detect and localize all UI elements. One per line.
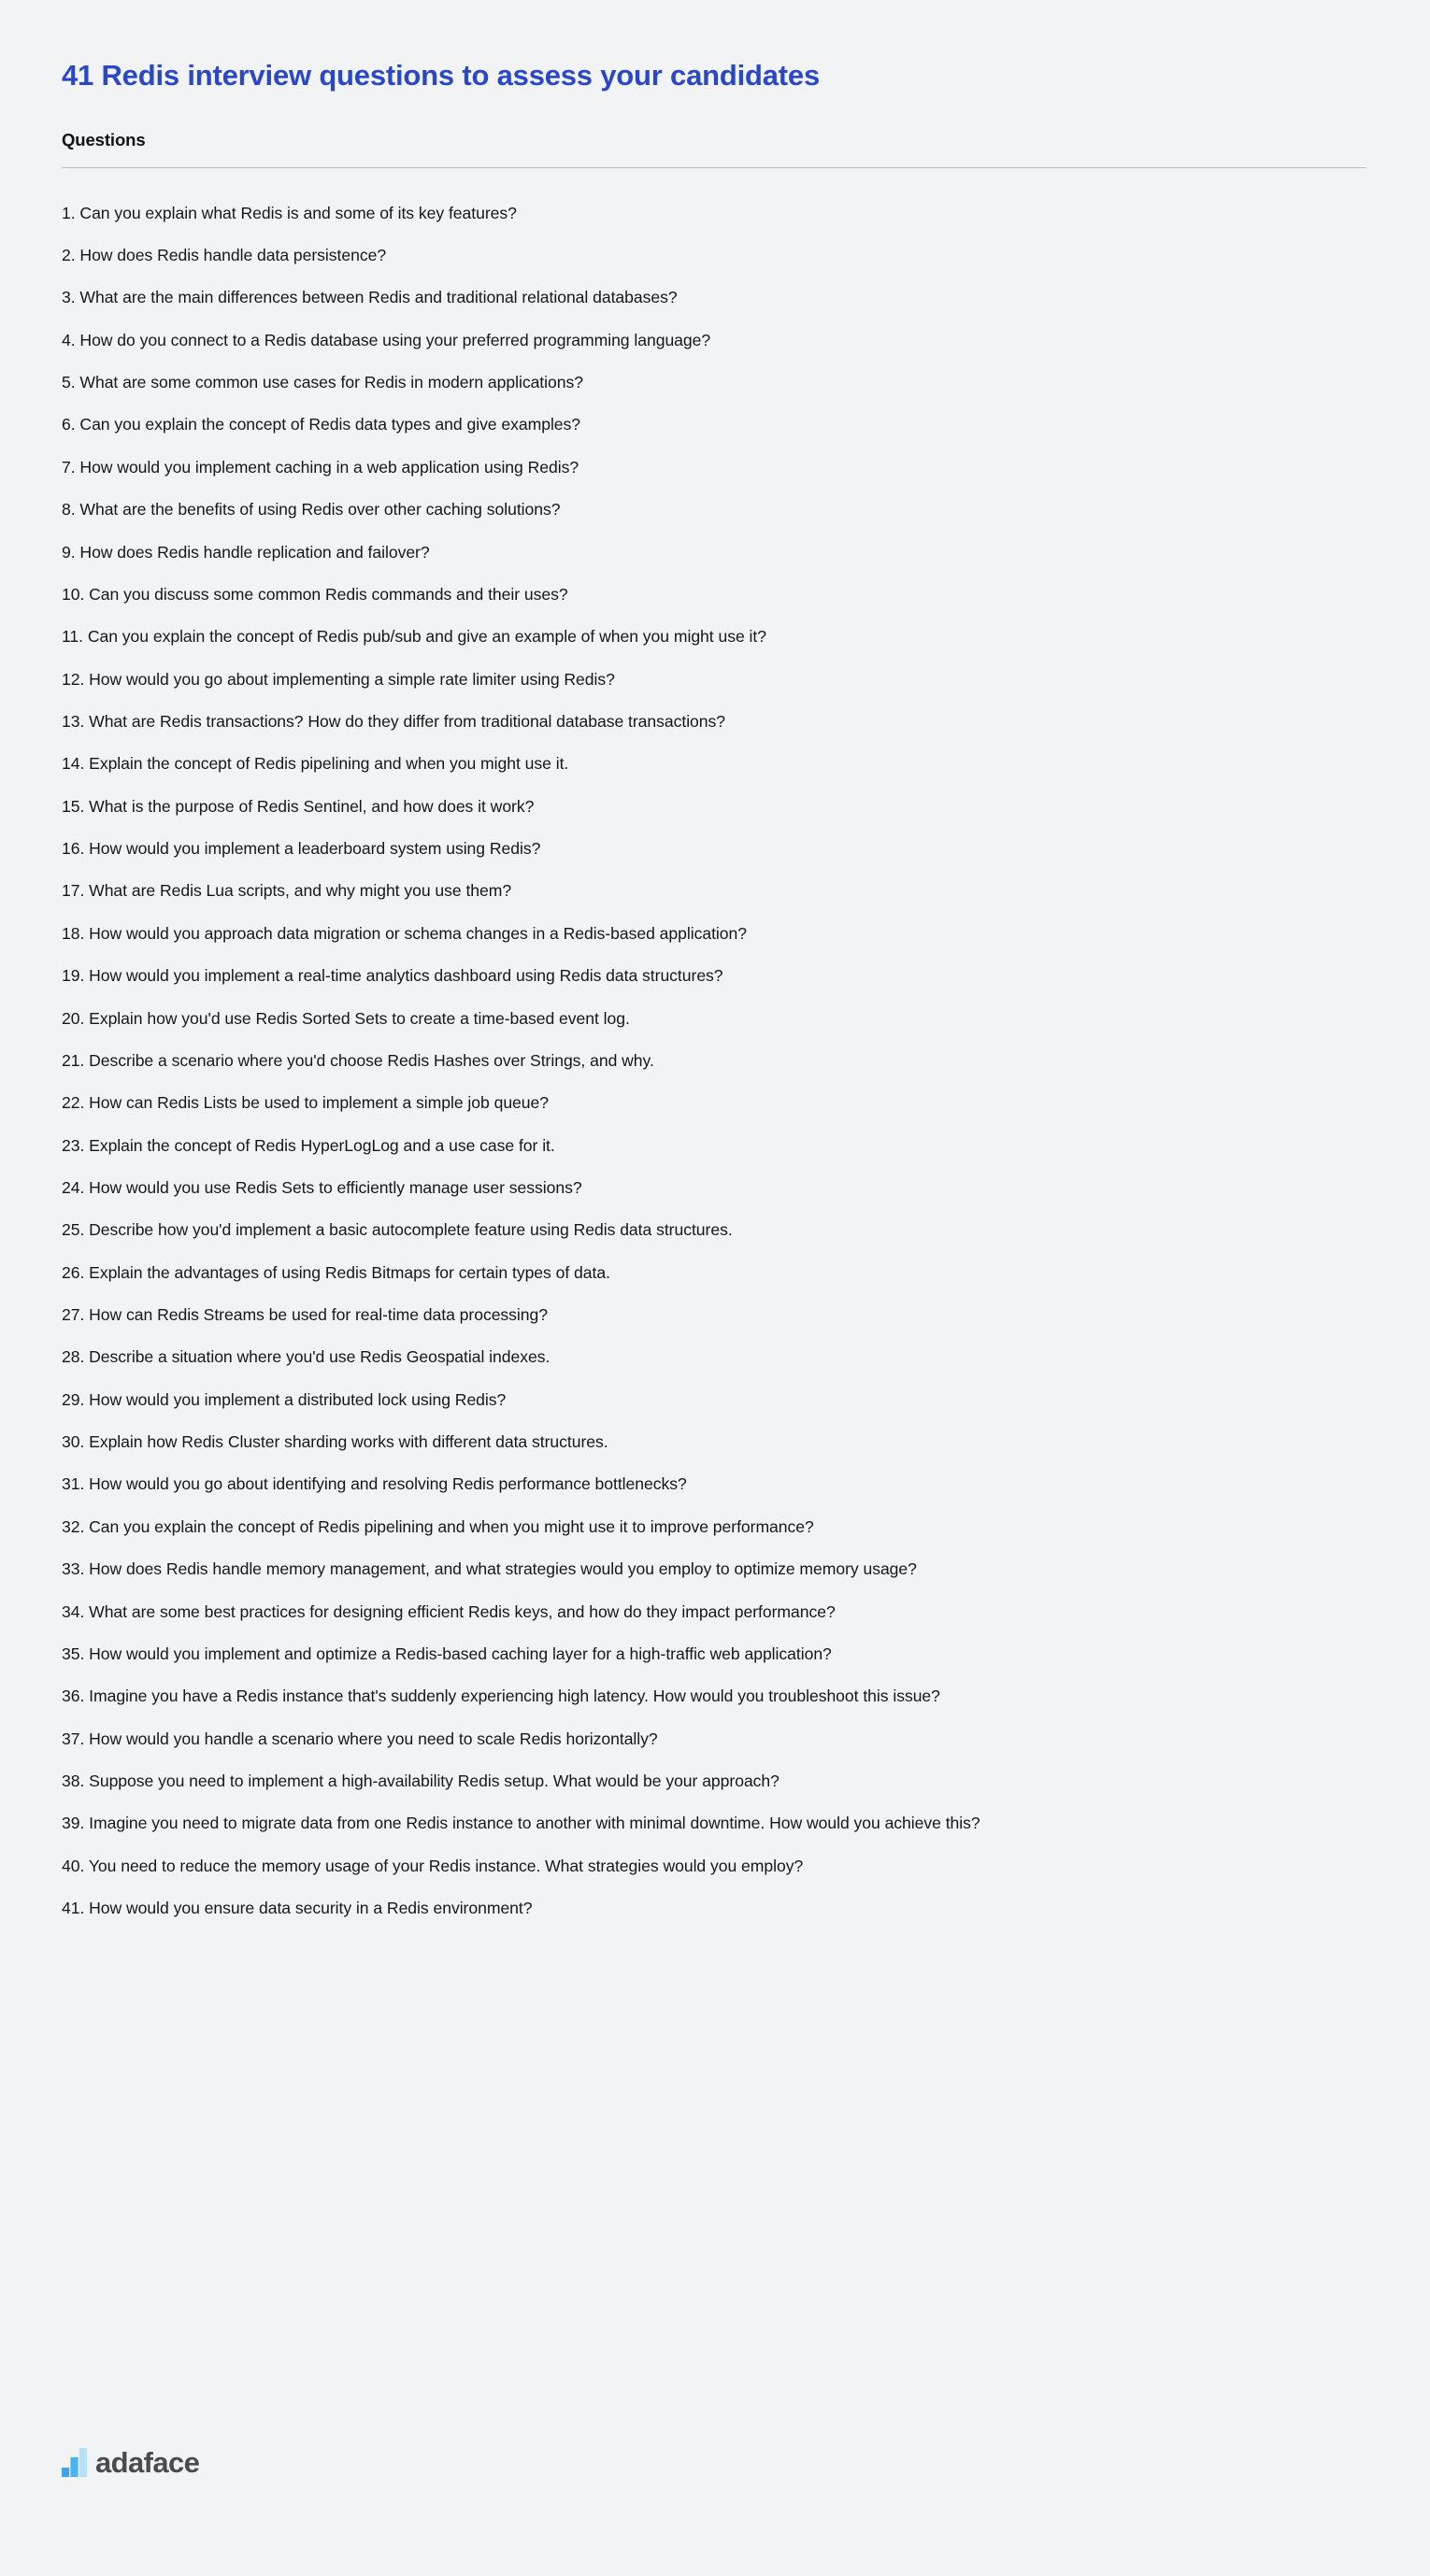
question-item: 32. Can you explain the concept of Redis pipelining and when you might use it to improve performance? bbox=[62, 1516, 814, 1536]
question-item: 30. Explain how Redis Cluster sharding works with different data structures. bbox=[62, 1432, 608, 1452]
bar-chart-icon bbox=[62, 2448, 87, 2477]
question-item: 13. What are Redis transactions? How do they differ from traditional database transactions? bbox=[62, 712, 726, 731]
question-item: 37. How would you handle a scenario where you need to scale Redis horizontally? bbox=[62, 1729, 658, 1748]
question-item: 10. Can you discuss some common Redis commands and their uses? bbox=[62, 584, 568, 604]
question-item: 7. How would you implement caching in a web application using Redis? bbox=[62, 457, 579, 477]
question-item: 36. Imagine you have a Redis instance that's suddenly experiencing high latency. How would you troubleshoot this issue? bbox=[62, 1686, 940, 1706]
question-item: 24. How would you use Redis Sets to efficiently manage user sessions? bbox=[62, 1177, 582, 1197]
question-item: 41. How would you ensure data security in a Redis environment? bbox=[62, 1899, 533, 1918]
questions-section-header: Questions bbox=[62, 130, 146, 150]
brand-name: adaface bbox=[95, 2446, 200, 2480]
question-item: 19. How would you implement a real-time analytics dashboard using Redis data structures? bbox=[62, 966, 723, 986]
question-item: 21. Describe a scenario where you'd choose Redis Hashes over Strings, and why. bbox=[62, 1050, 654, 1070]
question-item: 8. What are the benefits of using Redis over other caching solutions? bbox=[62, 500, 561, 519]
questions-list bbox=[62, 168, 1368, 1919]
question-item: 18. How would you approach data migration or schema changes in a Redis-based application? bbox=[62, 923, 747, 943]
question-item: 28. Describe a situation where you'd use Redis Geospatial indexes. bbox=[62, 1347, 551, 1367]
question-item: 33. How does Redis handle memory management, and what strategies would you employ to optimize memory usage? bbox=[62, 1559, 917, 1579]
question-item: 2. How does Redis handle data persistence? bbox=[62, 246, 387, 265]
question-item: 34. What are some best practices for designing efficient Redis keys, and how do they impact performance? bbox=[62, 1601, 836, 1621]
question-item: 31. How would you go about identifying and resolving Redis performance bottlenecks? bbox=[62, 1474, 687, 1494]
question-item: 4. How do you connect to a Redis database using your preferred programming language? bbox=[62, 330, 711, 349]
question-item: 25. Describe how you'd implement a basic autocomplete feature using Redis data structures. bbox=[62, 1220, 733, 1240]
question-item: 35. How would you implement and optimize a Redis-based caching layer for a high-traffic web application? bbox=[62, 1644, 832, 1663]
question-item: 5. What are some common use cases for Redis in modern applications? bbox=[62, 373, 583, 392]
question-item: 27. How can Redis Streams be used for real-time data processing? bbox=[62, 1305, 548, 1325]
question-item: 40. You need to reduce the memory usage of your Redis instance. What strategies would you employ? bbox=[62, 1856, 804, 1875]
question-item: 11. Can you explain the concept of Redis pub/sub and give an example of when you might use it? bbox=[62, 627, 766, 647]
page-title: 41 Redis interview questions to assess your candidates bbox=[62, 59, 821, 92]
question-item: 29. How would you implement a distributed lock using Redis? bbox=[62, 1389, 507, 1409]
question-item: 1. Can you explain what Redis is and some of its key features? bbox=[62, 203, 517, 222]
question-item: 26. Explain the advantages of using Redis Bitmaps for certain types of data. bbox=[62, 1262, 610, 1282]
question-item: 14. Explain the concept of Redis pipelining and when you might use it. bbox=[62, 754, 569, 774]
question-item: 15. What is the purpose of Redis Sentinel, and how does it work? bbox=[62, 796, 535, 816]
question-item: 3. What are the main differences between Redis and traditional relational databases? bbox=[62, 288, 678, 307]
footer-brand bbox=[62, 2446, 200, 2480]
question-item: 22. How can Redis Lists be used to implement a simple job queue? bbox=[62, 1093, 549, 1113]
question-item: 39. Imagine you need to migrate data from one Redis instance to another with minimal downtime. How would you achieve this? bbox=[62, 1814, 980, 1833]
question-item: 23. Explain the concept of Redis HyperLogLog and a use case for it. bbox=[62, 1135, 555, 1155]
question-item: 9. How does Redis handle replication and failover? bbox=[62, 542, 430, 562]
question-item: 17. What are Redis Lua scripts, and why might you use them? bbox=[62, 881, 512, 901]
question-item: 12. How would you go about implementing a simple rate limiter using Redis? bbox=[62, 669, 615, 689]
question-item: 16. How would you implement a leaderboard system using Redis? bbox=[62, 839, 541, 859]
question-item: 20. Explain how you'd use Redis Sorted Sets to create a time-based event log. bbox=[62, 1008, 630, 1028]
question-item: 38. Suppose you need to implement a high-availability Redis setup. What would be your approach? bbox=[62, 1771, 779, 1790]
question-item: 6. Can you explain the concept of Redis data types and give examples? bbox=[62, 415, 581, 434]
